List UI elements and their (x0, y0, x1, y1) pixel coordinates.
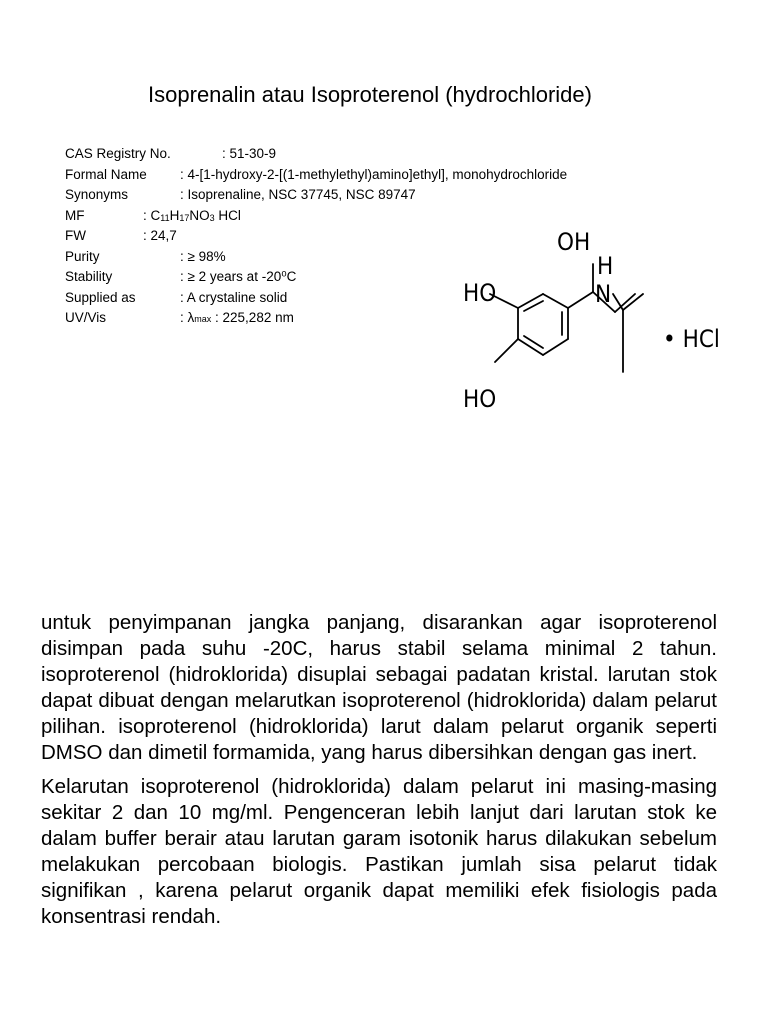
formal-name-label: Formal Name (65, 166, 147, 182)
page-title: Isoprenalin atau Isoproterenol (hydrochloride) (148, 82, 592, 107)
ring-bond (543, 339, 568, 355)
mf-label: MF (65, 207, 85, 223)
chemical-structure (455, 222, 725, 417)
mf-value: : $C_{11}H_{17}NO_3$ HCl (143, 207, 241, 223)
ring-bond (543, 294, 568, 308)
supplied-value: : A crystaline solid (180, 289, 288, 305)
ho-upper-label: HO (463, 279, 497, 307)
formal-name-value: : 4-[1-hydroxy-2-[(1-methylethyl)amino]ethyl], monohydrochloride (180, 166, 568, 182)
stability-label: Stability (65, 269, 113, 284)
paragraph: Kelarutan isoproterenol (hidroklorida) dalam pelarut ini masing-masing sekitar 2 dan 10 mg/ml. Pengenceran lebih lanjut dari larutan stok ke dalam buffer berair atau larutan garam isotonik harus dilakukan sebelum melakukan percobaan biologis. Pastikan jumlah sisa pelarut tidak signifikan , karena pelarut organik dapat memiliki efek fisiologis pada konsentrasi rendah. (41, 775, 717, 928)
n-ch-bond (613, 294, 623, 310)
amine-h-label: H (597, 252, 614, 280)
stability-value: : ≥ 2 years at -20⁰C (180, 269, 297, 284)
amine-n-label: N (595, 280, 612, 308)
body-text (41, 610, 717, 938)
ring-bond (518, 339, 543, 355)
uvvis-value: : λmax : 225,282 nm (180, 310, 294, 325)
fw-value: : 24,7 (143, 228, 177, 243)
hcl-label: • HCl (663, 325, 720, 353)
uvvis-label: UV/Vis (65, 310, 107, 325)
ho-lower-label: HO (463, 385, 497, 413)
purity-value: : ≥ 98% (180, 248, 226, 264)
synonyms-label: Synonyms (65, 187, 129, 202)
cas-label: CAS Registry No. (65, 146, 171, 161)
oh-label: OH (557, 228, 591, 256)
ring-bond (518, 294, 543, 308)
cas-value: : 51-30-9 (222, 146, 277, 161)
ho-bond-lower (495, 339, 518, 362)
purity-label: Purity (65, 248, 100, 264)
supplied-label: Supplied as (65, 289, 136, 305)
fw-label: FW (65, 228, 86, 243)
chain-bond (568, 292, 593, 308)
paragraph: untuk penyimpanan jangka panjang, disarankan agar isoproterenol disimpan pada suhu -20C, harus stabil selama minimal 2 tahun. isoproterenol (hidroklorida) disuplai sebagai padatan kristal. larutan stok dapat dibuat dengan melarutkan isoproterenol (hidroklorida) dalam pelarut pilihan. isoproterenol (hidroklorida) larut dalam pelarut organik seperti DMSO dan dimetil formamida, yang harus dibersihkan dengan gas inert. (41, 611, 717, 764)
ring-double-bond (524, 336, 543, 348)
synonyms-value: : Isoprenaline, NSC 37745, NSC 89747 (180, 187, 416, 202)
